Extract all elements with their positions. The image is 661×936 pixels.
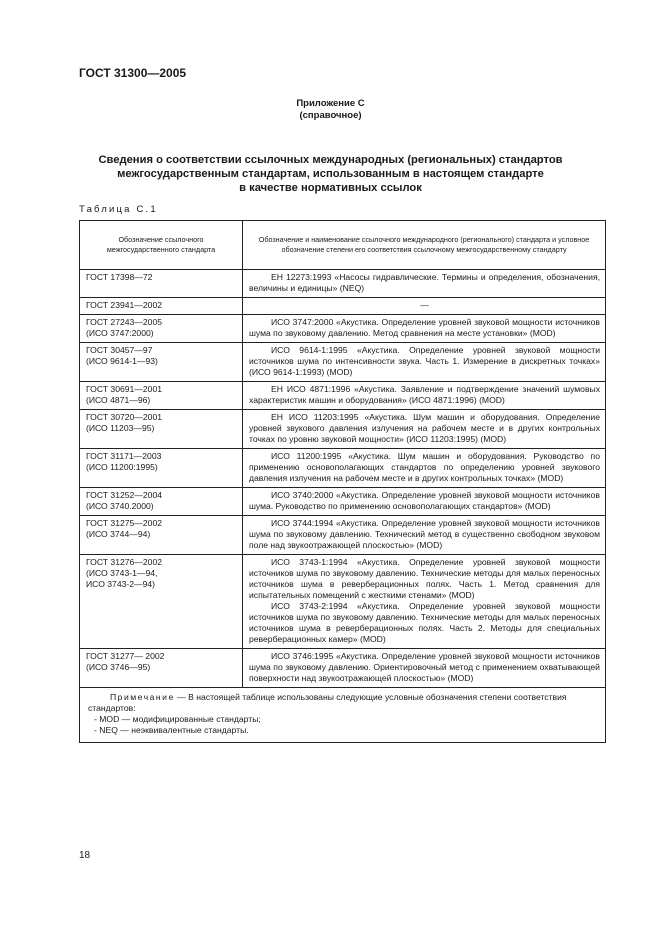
standard-description: ИСО 3743-2:1994 «Акустика. Определение уровней звуковой мощности источников шума по звуковому давлению. Технические методы для малых переносных источников шума в реверберационных полях. Часть 2. Методы для специальных реверберационных камер» (MOD) [249,601,600,644]
standard-description: ЕН ИСО 11203:1995 «Акустика. Шум машин и оборудования. Определение уровней звукового давления излучения на рабочем месте и в других контрольных точках по уровню звуковой мощности» (ИСО 11203:1995) (MOD) [249,412,600,444]
table-row [80,382,606,410]
table-row [80,410,606,449]
note-text: — В настоящей таблице использованы следующие условные обозначения степени соответствия стандартов: [88,692,567,713]
section-title-line: Сведения о соответствии ссылочных международных (региональных) стандартов [98,154,563,166]
international-standard-cell [243,270,606,298]
interstate-standard-cell: ГОСТ 31276—2002 (ИСО 3743-1—94, ИСО 3743-2—94) [80,555,243,649]
annex-title: Приложение С [296,98,365,109]
table-row [80,343,606,382]
annex-subtitle: (справочное) [299,110,362,121]
table-header-row [80,221,606,270]
column-header-international: Обозначение и наименование ссылочного международного (регионального) стандарта и условное обозначение степени его соответствия ссылочному межгосударственному стандарту [243,221,606,270]
standard-description: ИСО 3746:1995 «Акустика. Определение уровней звуковой мощности источников шума по звуковому давлению. Ориентировочный метод с применением охватывающей поверхности над звукоотражающей плоскостью» (MOD) [249,651,600,683]
column-header-interstate: Обозначение ссылочного межгосударственного стандарта [80,221,243,270]
international-standard-cell [243,343,606,382]
annex-heading [0,98,661,122]
international-standard-cell [243,488,606,516]
international-standard-cell [243,516,606,555]
international-standard-cell [243,382,606,410]
interstate-standard-cell: ГОСТ 31252—2004 (ИСО 3740.2000) [80,488,243,516]
table-row [80,488,606,516]
interstate-standard-cell: ГОСТ 30691—2001 (ИСО 4871—96) [80,382,243,410]
international-standard-cell [243,555,606,649]
standard-description: ЕН ИСО 4871:1996 «Акустика. Заявление и подтверждение значений шумовых характеристик машин и оборудования» (ИСО 4871:1996) (MOD) [249,384,600,405]
interstate-standard-cell: ГОСТ 30720—2001 (ИСО 11203—95) [80,410,243,449]
section-title-line: межгосударственным стандартам, использованным в настоящем стандарте [117,168,544,180]
standard-description: ИСО 3744:1994 «Акустика. Определение уровней звуковой мощности источников шума по звуковому давлению. Технический метод в существенно свободном звуковом поле над звукоотражающей плоскостью» (MOD) [249,518,600,550]
table-row [80,449,606,488]
interstate-standard-cell: ГОСТ 31275—2002 (ИСО 3744—94) [80,516,243,555]
table-row [80,298,606,315]
table-row [80,649,606,688]
table-row [80,315,606,343]
page-number: 18 [79,850,91,861]
international-standard-cell [243,315,606,343]
interstate-standard-cell: ГОСТ 27243—2005 (ИСО 3747:2000) [80,315,243,343]
document-header: ГОСТ 31300—2005 [79,66,187,80]
table-note-row [80,688,606,743]
interstate-standard-cell: ГОСТ 17398—72 [80,270,243,298]
table-row [80,270,606,298]
section-title [60,153,601,195]
note-item: - NEQ — неэквивалентные стандарты. [94,725,249,735]
note-item: - MOD — модифицированные стандарты; [94,714,261,724]
note-label: Примечание [110,692,175,702]
international-standard-cell [243,449,606,488]
standard-description: ИСО 3743-1:1994 «Акустика. Определение уровней звуковой мощности источников шума по звуковому давлению. Технические методы для малых переносных источников шума в реверберационных полях. Часть 1. Метод сравнения для испытательных помещений с жесткими стенами» (MOD) [249,557,600,600]
interstate-standard-cell: ГОСТ 23941—2002 [80,298,243,315]
correspondence-table [79,220,606,743]
standard-description: ИСО 9614-1:1995 «Акустика. Определение уровней звуковой мощности источников шума по интенсивности звука. Часть 1. Измерение в дискретных точках» (ИСО 9614-1:1993) (MOD) [249,345,600,377]
standard-description: ИСО 11200:1995 «Акустика. Шум машин и оборудования. Руководство по применению основополагающих стандартов по определению уровней звукового давления излучения на рабочем месте и в других контрольных точках» (MOD) [249,451,600,483]
international-standard-cell [243,298,606,315]
interstate-standard-cell: ГОСТ 31171—2003 (ИСО 11200:1995) [80,449,243,488]
standard-description: ИСО 3747:2000 «Акустика. Определение уровней звуковой мощности источников шума по звуковому давлению. Метод сравнения на месте установки» (MOD) [249,317,600,338]
table-note [80,688,606,743]
table-caption: Таблица С.1 [79,204,158,215]
international-standard-cell [243,410,606,449]
table-row [80,555,606,649]
interstate-standard-cell: ГОСТ 31277— 2002 (ИСО 3746—95) [80,649,243,688]
standard-description: ЕН 12273:1993 «Насосы гидравлические. Термины и определения, обозначения, величины и единицы» (NEQ) [249,272,600,293]
interstate-standard-cell: ГОСТ 30457—97 (ИСО 9614-1—93) [80,343,243,382]
section-title-line: в качестве нормативных ссылок [239,182,422,194]
international-standard-cell [243,649,606,688]
table-row [80,516,606,555]
standard-description: — [420,300,429,310]
standard-description: ИСО 3740:2000 «Акустика. Определение уровней звуковой мощности источников шума. Руководство по применению основополагающих стандартов» (MOD) [249,490,600,511]
